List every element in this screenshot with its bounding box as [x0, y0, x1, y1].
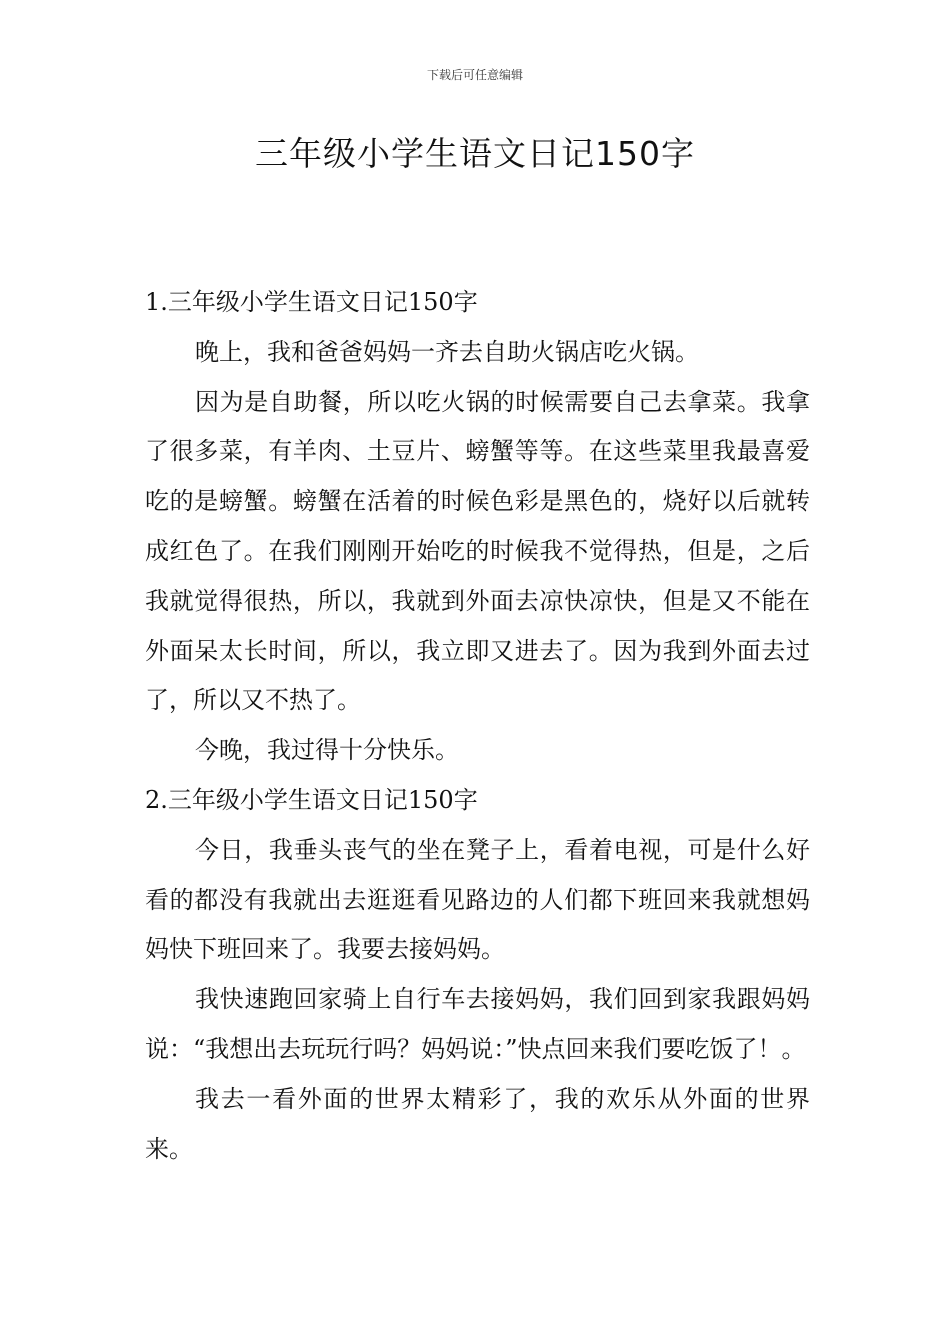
section-2-paragraph-3: 我去一看外面的世界太精彩了，我的欢乐从外面的世界来。 — [145, 1084, 810, 1163]
header-note: 下载后可任意编辑 — [426, 68, 523, 82]
document-title: 三年级小学生语文日记150字 — [255, 134, 695, 173]
section-1-heading: 1.三年级小学生语文日记150字 — [145, 288, 478, 316]
section-2-paragraph-1: 今日，我垂头丧气的坐在凳子上，看着电视，可是什么好看的都没有我就出去逛逛看见路边的人们都下班回来我就想妈妈快下班回来了。我要去接妈妈。 — [145, 835, 810, 964]
document-body — [145, 278, 810, 1174]
section-2-heading: 2.三年级小学生语文日记150字 — [145, 785, 478, 814]
section-1-paragraph-3: 今晚，我过得十分快乐。 — [195, 736, 459, 765]
section-1-paragraph-2: 因为是自助餐，所以吃火锅的时候需要自己去拿菜。我拿了很多菜，有羊肉、土豆片、螃蟹等等。在这些菜里我最喜爱吃的是螃蟹。螃蟹在活着的时候色彩是黑色的，烧好以后就转成红色了。在我们刚刚开始吃的时候我不觉得热，但是，之后我就觉得很热，所以，我就到外面去凉快凉快，但是又不能在外面呆太长时间，所以，我立即又进去了。因为我到外面去过了，所以又不热了。 — [145, 387, 810, 715]
section-2-paragraph-2: 我快速跑回家骑上自行车去接妈妈，我们回到家我跟妈妈说：“我想出去玩玩行吗？妈妈说：”快点回来我们要吃饭了！。 — [145, 985, 810, 1063]
section-1-paragraph-1: 晚上，我和爸爸妈妈一齐去自助火锅店吃火锅。 — [195, 337, 699, 366]
